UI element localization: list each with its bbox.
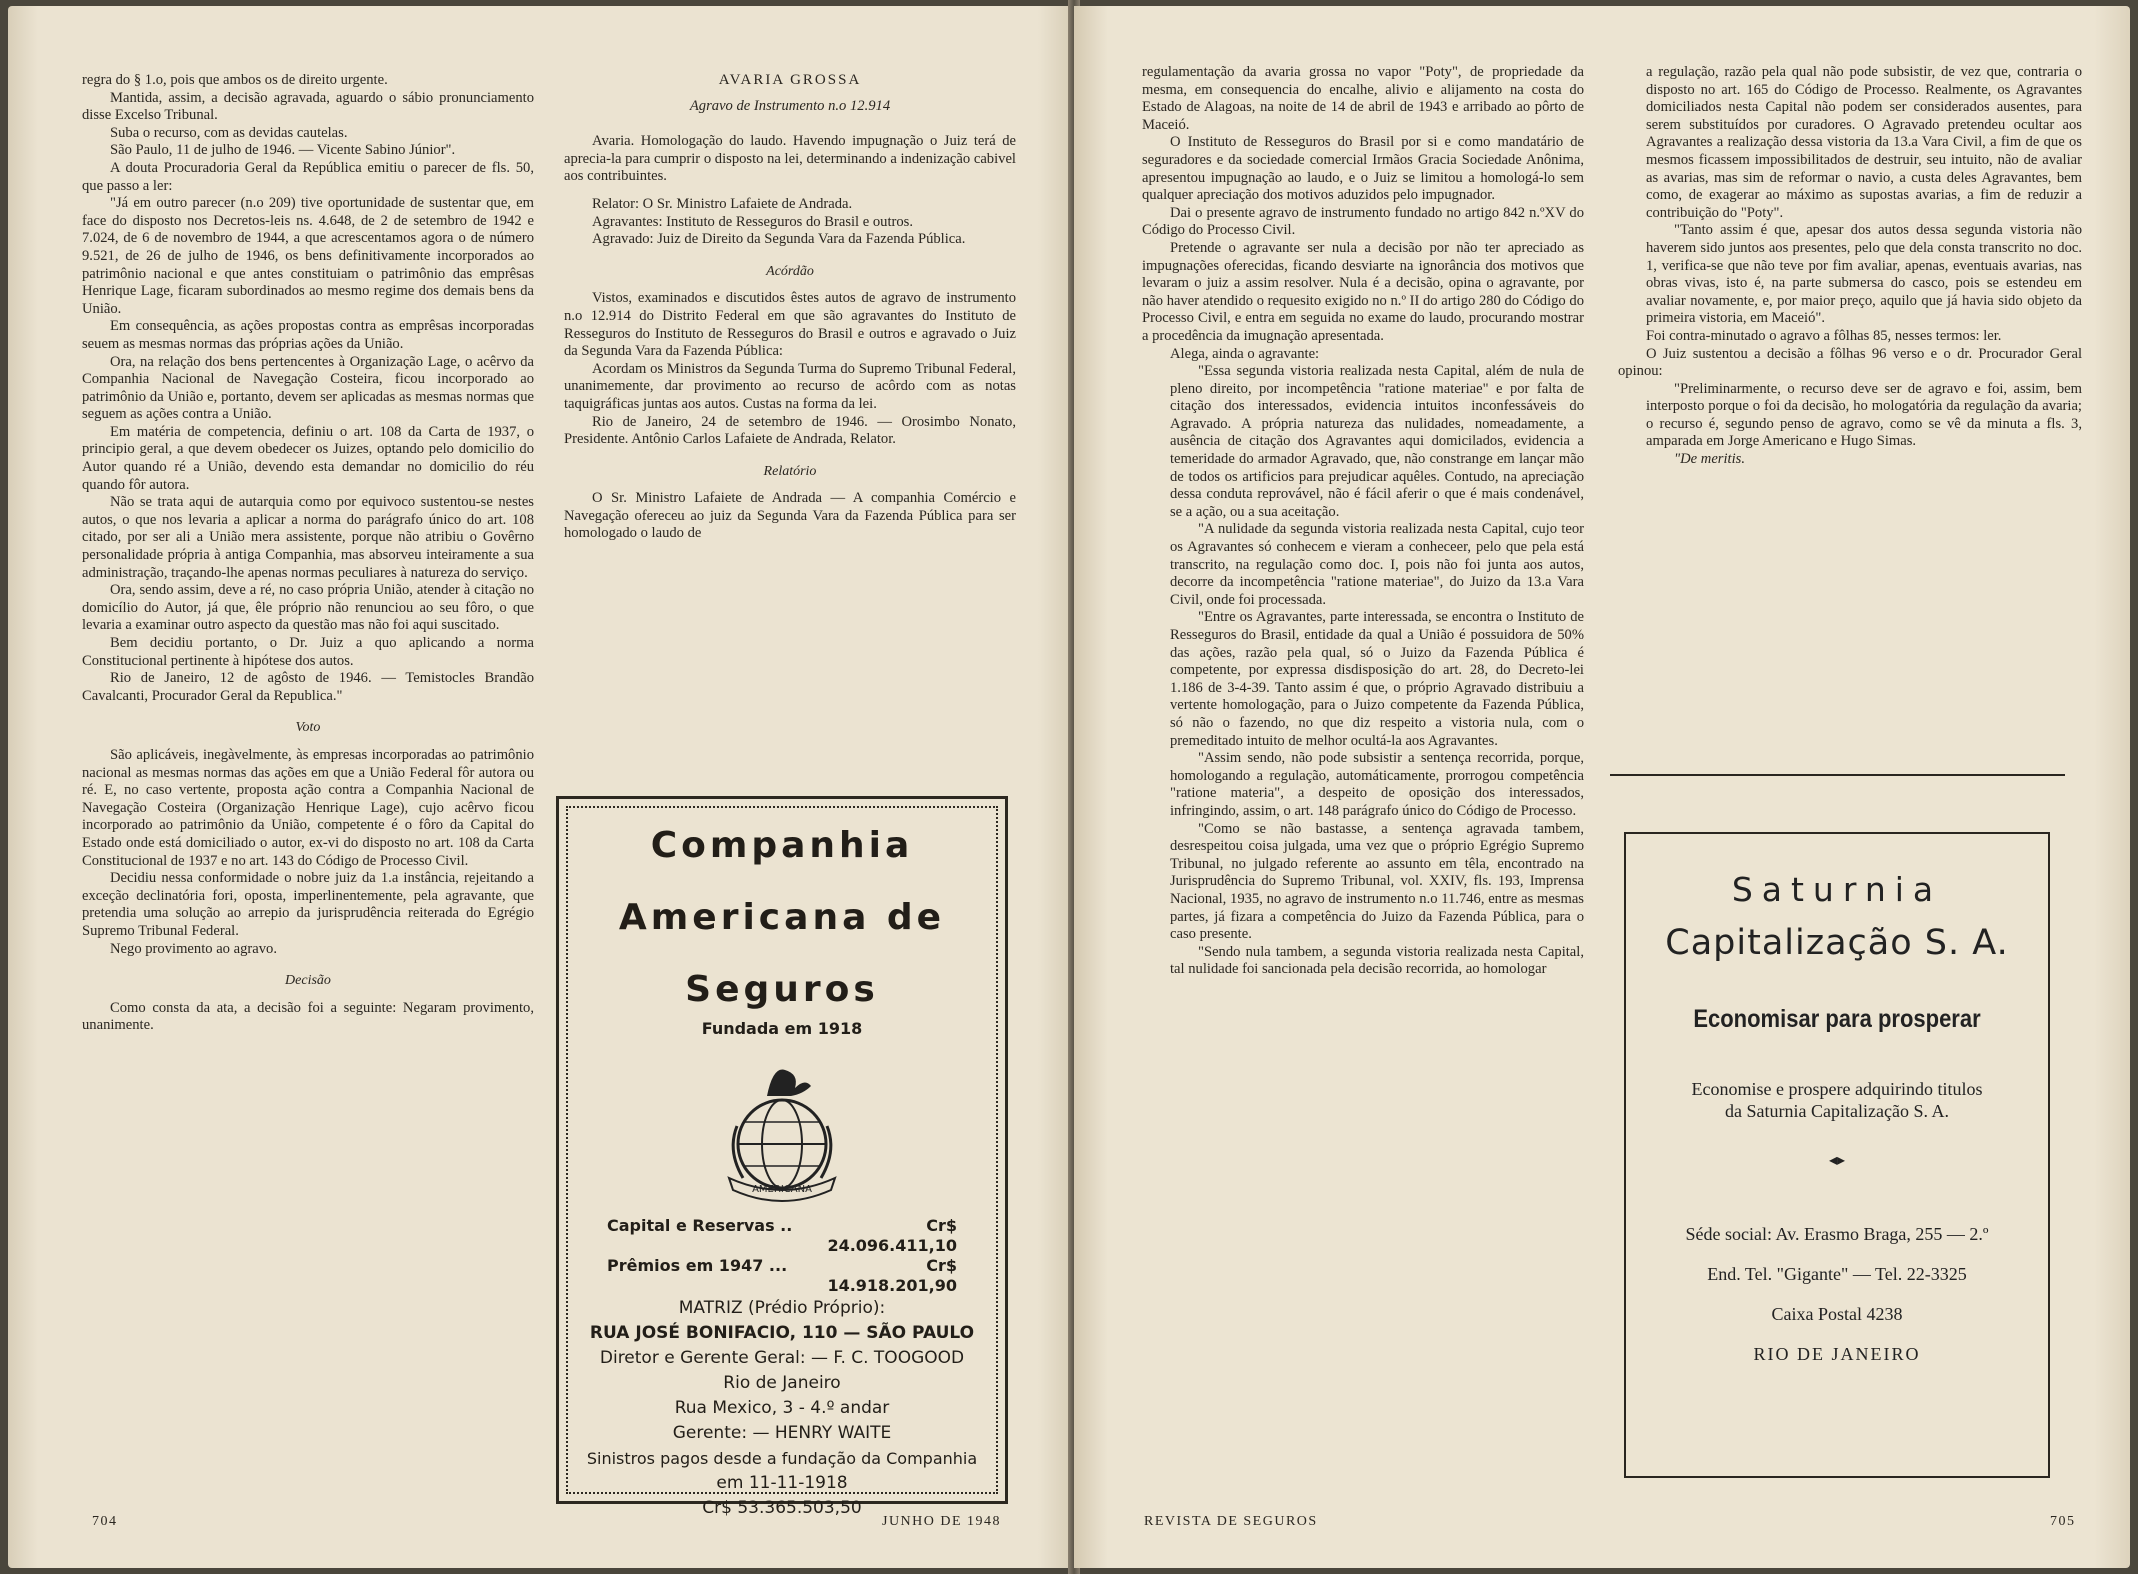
ad-company-name-2: Americana de xyxy=(618,897,946,938)
paragraph: Dai o presente agravo de instrumento fundado no artigo 842 n.ºXV do Código do Processo Civil. xyxy=(1142,204,1584,239)
page-number-left: 704 xyxy=(92,1514,118,1529)
paragraph: O Instituto de Resseguros do Brasil por si e como mandatário de seguradores e da sociedade comercial Irmãos Gracia Sociedade Anônima, apresentou impugnação ao laudo, e o Juiz se limitou a homologá-lo sem qualquer apreciação dos motivos aduzidos pelo impugnador. xyxy=(1142,134,1584,204)
quoted-paragraph: "Como se não bastasse, a sentença agravada tambem, desrespeitou coisa julgada, uma vez que o próprio Egrégio Supremo Tribunal, no julgado referente ao assunto em têla, encontrado na Jurisprudência do Supremo Tribunal, vol. XXIV, fls. 193, Imprensa Nacional, 1935, no agravo de instrumento n.o 11.746, entre as mesmas partes, já fizara a competência do Juizo da Fazenda Pública, para o caso presente. xyxy=(1170,820,1584,943)
premios-value: Cr$ 14.918.201,90 xyxy=(827,1256,957,1295)
branch-address: Rua Mexico, 3 - 4.º andar xyxy=(674,1398,890,1418)
quoted-paragraph: "Entre os Agravantes, parte interessada, se encontra o Instituto de Resseguros do Brasil, entidade da qual a União é possuidora de 50% das ações, razão pela qual, só o Juizo da Fazenda Pública é competente, por expressa disdisposição do art. 28, do Decreto-lei 1.186 de 3-4-39. Tanto assim é que, o próprio Agravado distribuiu a vertente homologação, para o Juizo competente da Fazenda Pública, só não o fazendo, no que diz respeito a vistoria nula, com o premeditado intuito de melhor ocultá-la aos Agravantes. xyxy=(1170,609,1584,749)
paragraph: Decidiu nessa conformidade o nobre juiz da 1.a instância, rejeitando a exceção declinatória fori, oposta, imperlinentemente, pela agravante, que pretendia uma solução ao arrepio da jurisprudência reiterada do Egrégio Supremo Tribunal Federal. xyxy=(82,870,534,939)
manager-line: Gerente: — HENRY WAITE xyxy=(672,1423,892,1443)
paragraph: "Já em outro parecer (n.o 209) tive oportunidade de sustentar que, em face do disposto nos Decretos-leis ns. 4.648, de 2 de setembro de 1942 e 7.024, de 6 de novembro de 1944, a que acrescentamos agora o de número 9.521, de 26 de julho de 1946, os bens definitivamente incorporados ao patrimônio nacional e que antes constituiam o patrimônio das emprêsas Henrique Lage, ficaram subordinados ao mesmo regime dos demais bens da União. xyxy=(82,195,534,317)
paragraph: São aplicáveis, inegàvelmente, às empresas incorporadas ao patrimônio nacional as mesmas normas das ações em que a União Federal fôr autora ou ré. E, no caso vertente, proposta ação contra a Companhia Nacional de Navegação Costeira (Organização Henrique Lage), cujo acêrvo ficou incorporado ao patrimônio da União, competente é o fôro da Capital do Estado onde está domiciliado o autor, ex-vi do disposto no art. 108 da Carta Constitucional de 1937 e no art. 143 do Código de Processo Civil. xyxy=(82,746,534,869)
relator-line: Relator: O Sr. Ministro Lafaiete de Andrada. xyxy=(592,195,853,212)
branch-city: Rio de Janeiro xyxy=(723,1373,841,1393)
paragraph: Mantida, assim, a decisão agravada, aguardo o sábio pronunciamento disse Excelso Tribunal. xyxy=(82,89,534,124)
city-line: RIO DE JANEIRO xyxy=(1753,1344,1921,1364)
page-704 xyxy=(8,6,1074,1568)
paragraph: Rio de Janeiro, 24 de setembro de 1946. — Orosimbo Nonato, Presidente. Antônio Carlos Lafaiete de Andrada, Relator. xyxy=(564,413,1016,448)
quoted-paragraph: "Essa segunda vistoria realizada nesta Capital, além de nula de pleno direito, por incompetência "ratione materiae" e por falta de citação dos interessados, evidencia intuitos inconfessáveis do Agravado. A própria natureza das nulidades, nomeadamente, a ausência de citação dos Agravantes aqui domicilados, evidencia a temeridade do armador Agravado, que, não constrange em lançar mão de todos os artificios para prejudicar aquêles. Contudo, na apreciação dessa conduta reprovável, não é fácil aferir o que é mais condenável, se a ação, ou a sua aceitação. xyxy=(1170,363,1584,520)
paragraph: Foi contra-minutado o agravo a fôlhas 85, nesses termos: ler. xyxy=(1646,327,2002,344)
quoted-paragraph: "A nulidade da segunda vistoria realizada nesta Capital, cujo teor os Agravantes só conhecem e vieram a conheceer, pelo que pela está transcrito, na regulação como doc. I, pois não foi junta aos autos, decorre da incompetência "ratione materiae", do Juizo da 13.a Vara Civil, onde foi processada. xyxy=(1170,521,1584,608)
paragraph: Acordam os Ministros da Segunda Turma do Supremo Tribunal Federal, unanimemente, dar provimento ao recurso de acôrdo com as notas taquigráficas juntas aos autos. Custas na forma da lei. xyxy=(564,360,1016,412)
capital-label: Capital e Reservas .. xyxy=(607,1216,793,1235)
paragraph: Ora, na relação dos bens pertencentes à Organização Lage, o acêrvo da Companhia Nacional de Navegação Costeira, ficou incorporado ao patrimônio da União e, portanto, devem ser aplicadas as mesmas normas que seguem as ações contra a União. xyxy=(82,353,534,423)
ad-saturnia-address xyxy=(1626,1214,2048,1374)
right-column-1 xyxy=(1142,64,1584,979)
ad-saturnia-name: Saturnia xyxy=(1731,870,1943,909)
section-heading-acordao: Acórdão xyxy=(766,263,814,279)
paragraph: Rio de Janeiro, 12 de agôsto de 1946. — Temistocles Brandão Cavalcanti, Procurador Geral da Republica." xyxy=(82,670,534,704)
ad-saturnia xyxy=(1624,832,2050,1478)
director-line: Diretor e Gerente Geral: — F. C. TOOGOOD xyxy=(599,1348,965,1368)
ad-company-name-1: Companhia xyxy=(650,825,914,866)
paragraph: O Juiz sustentou a decisão a fôlhas 96 verso e o dr. Procurador Geral opinou: xyxy=(1618,345,2082,380)
paragraph: Em matéria de competencia, definiu o art. 108 da Carta de 1937, o principio geral, a que devem obedecer os Juizes, optando pelo domicilio do Autor quando ré a União, devendo esta demandar no domicilio do réu quando fôr autora. xyxy=(82,423,534,493)
matriz-label: MATRIZ (Prédio Próprio): xyxy=(678,1298,886,1318)
agravantes-line: Agravantes: Instituto de Resseguros do Brasil e outros. xyxy=(592,213,914,230)
globe-eagle-emblem-icon xyxy=(707,1056,857,1206)
capital-row xyxy=(559,1216,1005,1256)
summary-paragraph: Avaria. Homologação do laudo. Havendo impugnação o Juiz terá de aprecia-la para cumprir o disposto na lei, determinando a indenização cabivel aos contribuintes. xyxy=(564,133,1016,185)
ad-saturnia-desc-2: da Saturnia Capitalização S. A. xyxy=(1725,1101,1949,1121)
section-heading-decisao: Decisão xyxy=(285,973,331,989)
quoted-paragraph: a regulação, razão pela qual não pode subsistir, de vez que, contraria o disposto no art. 165 do Código de Processo. Realmente, os Agravantes domiciliados nesta Capital não podem ser considerados ausentes, para serem substituídos por curadores. O Agravado pretendeu ocultar aos Agravantes a realização dessa vistoria da 13.a Vara Civil, a fim de que os mesmos ficassem impossibilitados de destruir, seu intuito, não de avaliar as avarias, mas sim de reformar o navio, a custa deles Agravantes, bem como, de exagerar ao máximo as supostas avarias, a fim de reduzir a contribuição do "Poty". xyxy=(1646,64,2082,221)
paragraph: Ora, sendo assim, deve a ré, no caso própria União, atender à citação no domicílio do Autor, já que, êle próprio não renunciou ao seu fôro, o que levaria a examinar outro aspecto da questão mas não foi aqui suscitado. xyxy=(82,582,534,634)
quoted-paragraph: "Assim sendo, não pode subsistir a sentença recorrida, porque, homologando a regulação, automáticamente, prorrogou competência "ratione materia", a despeito de oposição dos interessados, infringindo, assim, o art. 148 parágrafo único do Código de Processo. xyxy=(1170,750,1584,819)
ad-saturnia-desc-1: Economise e prospere adquirindo titulos xyxy=(1691,1079,1983,1099)
sinistros-line-1: Sinistros pagos desde a fundação da Companhia xyxy=(586,1449,978,1468)
section-heading-relatorio: Relatório xyxy=(763,463,817,479)
ad-saturnia-slogan: Economisar para prosperar xyxy=(1693,1005,1981,1033)
emblem-banner-text: AMERICANA xyxy=(752,1184,812,1195)
paragraph: O Sr. Ministro Lafaiete de Andrada — A companhia Comércio e Navegação ofereceu ao juiz da Segunda Vara da Fazenda Pública para ser homologado o laudo de xyxy=(564,490,1016,542)
quoted-paragraph: "Sendo nula tambem, a segunda vistoria realizada nesta Capital, tal nulidade foi sancionada pela decisão recorrida, ao homologar xyxy=(1170,943,1584,978)
agravado-line: Agravado: Juiz de Direito da Segunda Vara da Fazenda Pública. xyxy=(592,231,966,248)
telegraph-line: End. Tel. "Gigante" — Tel. 22-3325 xyxy=(1707,1264,1967,1284)
paragraph: Alega, ainda o agravante: xyxy=(1170,345,1320,362)
quoted-paragraph: "Tanto assim é que, apesar dos autos dessa segunda vistoria não haverem sido juntos aos presentes, pelo que dela consta transcrito no doc. 1, verifica-se que não teve por fim avaliar, apenas, eventuais avarias, nas obras vivas, isto é, na parte submersa do casco, pois se estendeu em avaliar novamente, e, por maior preço, aquilo que já havia sido objeto da primeira vistoria, em Maceió". xyxy=(1646,222,2082,327)
page-number-right: 705 xyxy=(2050,1514,2076,1529)
sinistros-line-2: em 11-11-1918 xyxy=(716,1473,848,1493)
premios-label: Prêmios em 1947 ... xyxy=(607,1256,788,1275)
matriz-address: RUA JOSÉ BONIFACIO, 110 — SÃO PAULO xyxy=(589,1323,975,1343)
quoted-paragraph: "Preliminarmente, o recurso deve ser de agravo e foi, assim, bem interposto porque o foi da decisão, ho mologatória da regulação da avaria; o recurso é, segundo penso de agravo, como se vê da minuta a fls. 3, amparada em Jorge Americano e Hugo Simas. xyxy=(1646,380,2082,450)
issue-date: JUNHO DE 1948 xyxy=(882,1514,1002,1529)
paragraph: Pretende o agravante ser nula a decisão por não ter apreciado as impugnações oferecidas, ficando desviarte na ignorância dos motivos que levaram o juiz a assim resolver. Nula é a decisão, opina o agravante, por não haver atendido o requesito exigido no n.º II do artigo 280 do Código do Processo Civil, e entra em seguida no exame do laudo, procurando mostrar a procedência da imugnação apresentada. xyxy=(1142,239,1584,344)
article-subtitle: Agravo de Instrumento n.o 12.914 xyxy=(689,97,891,114)
paragraph: São Paulo, 11 de julho de 1946. — Vicente Sabino Júnior". xyxy=(110,142,456,159)
paragraph: Não se trata aqui de autarquia como por equivoco sustentou-se nestes autos, o que nos levaria a aplicar a norma do parágrafo único do art. 108 citado, por ser ali a União mera assistente, porque não atribiu o Govêrno personalidade própria à antiga Companhia, mas absorveu inteiramente a sua administração, traçando-lhe apenas normas peculiares à natureza do serviço. xyxy=(82,494,534,581)
ad-company-name-3: Seguros xyxy=(685,969,879,1010)
sede-line: Séde social: Av. Erasmo Braga, 255 — 2.º xyxy=(1685,1224,1989,1244)
premios-row xyxy=(559,1256,1005,1296)
left-column xyxy=(82,72,534,1035)
paragraph: Nego provimento ao agravo. xyxy=(110,940,277,957)
ad-founded: Fundada em 1918 xyxy=(701,1019,863,1038)
magazine-name: REVISTA DE SEGUROS xyxy=(1144,1514,1318,1529)
capital-value: Cr$ 24.096.411,10 xyxy=(827,1216,957,1255)
paragraph: Como consta da ata, a decisão foi a seguinte: Negaram provimento, unanimente. xyxy=(82,999,534,1034)
ad-companhia-americana xyxy=(556,796,1008,1518)
article-title: AVARIA GROSSA xyxy=(718,72,862,88)
paragraph: Vistos, examinados e discutidos êstes autos de agravo de instrumento n.o 12.914 do Distrito Federal em que são agravantes do Instituto de Resseguros do Instituto de Resseguros do Brasil e outros e agravado o Juiz da Segunda Vara da Fazenda Pública: xyxy=(564,290,1016,360)
quoted-paragraph: "De meritis. xyxy=(1674,451,1745,468)
article-column xyxy=(564,72,1016,543)
ad-saturnia-name-2: Capitalização S. A. xyxy=(1665,923,2009,963)
section-rule xyxy=(1610,774,2065,776)
caixa-line: Caixa Postal 4238 xyxy=(1771,1304,1903,1324)
ornament-icon: ◂▸ xyxy=(1828,1152,1846,1169)
section-heading-voto: Voto xyxy=(295,720,321,736)
paragraph: regulamentação da avaria grossa no vapor "Poty", de propriedade da mesma, em consequencia do encalhe, alivio e alijamento na costa do Estado de Alagoas, na noite de 14 de abril de 1943 e arribado ao pôrto de Maceió. xyxy=(1142,64,1584,133)
right-column-2 xyxy=(1618,64,2082,469)
sinistros-value: Cr$ 53.365.503,50 xyxy=(702,1498,862,1518)
paragraph: Bem decidiu portanto, o Dr. Juiz a quo aplicando a norma Constitucional pertinente à hipótese dos autos. xyxy=(82,635,534,669)
paragraph: regra do § 1.o, pois que ambos os de direito urgente. xyxy=(82,72,388,88)
paragraph: A douta Procuradoria Geral da República emitiu o parecer de fls. 50, que passo a ler: xyxy=(82,159,534,194)
paragraph: Suba o recurso, com as devidas cautelas. xyxy=(110,124,348,141)
paragraph: Em consequência, as ações propostas contra as emprêsas incorporadas seuem as mesmas normas das próprias ações da União. xyxy=(82,318,534,352)
